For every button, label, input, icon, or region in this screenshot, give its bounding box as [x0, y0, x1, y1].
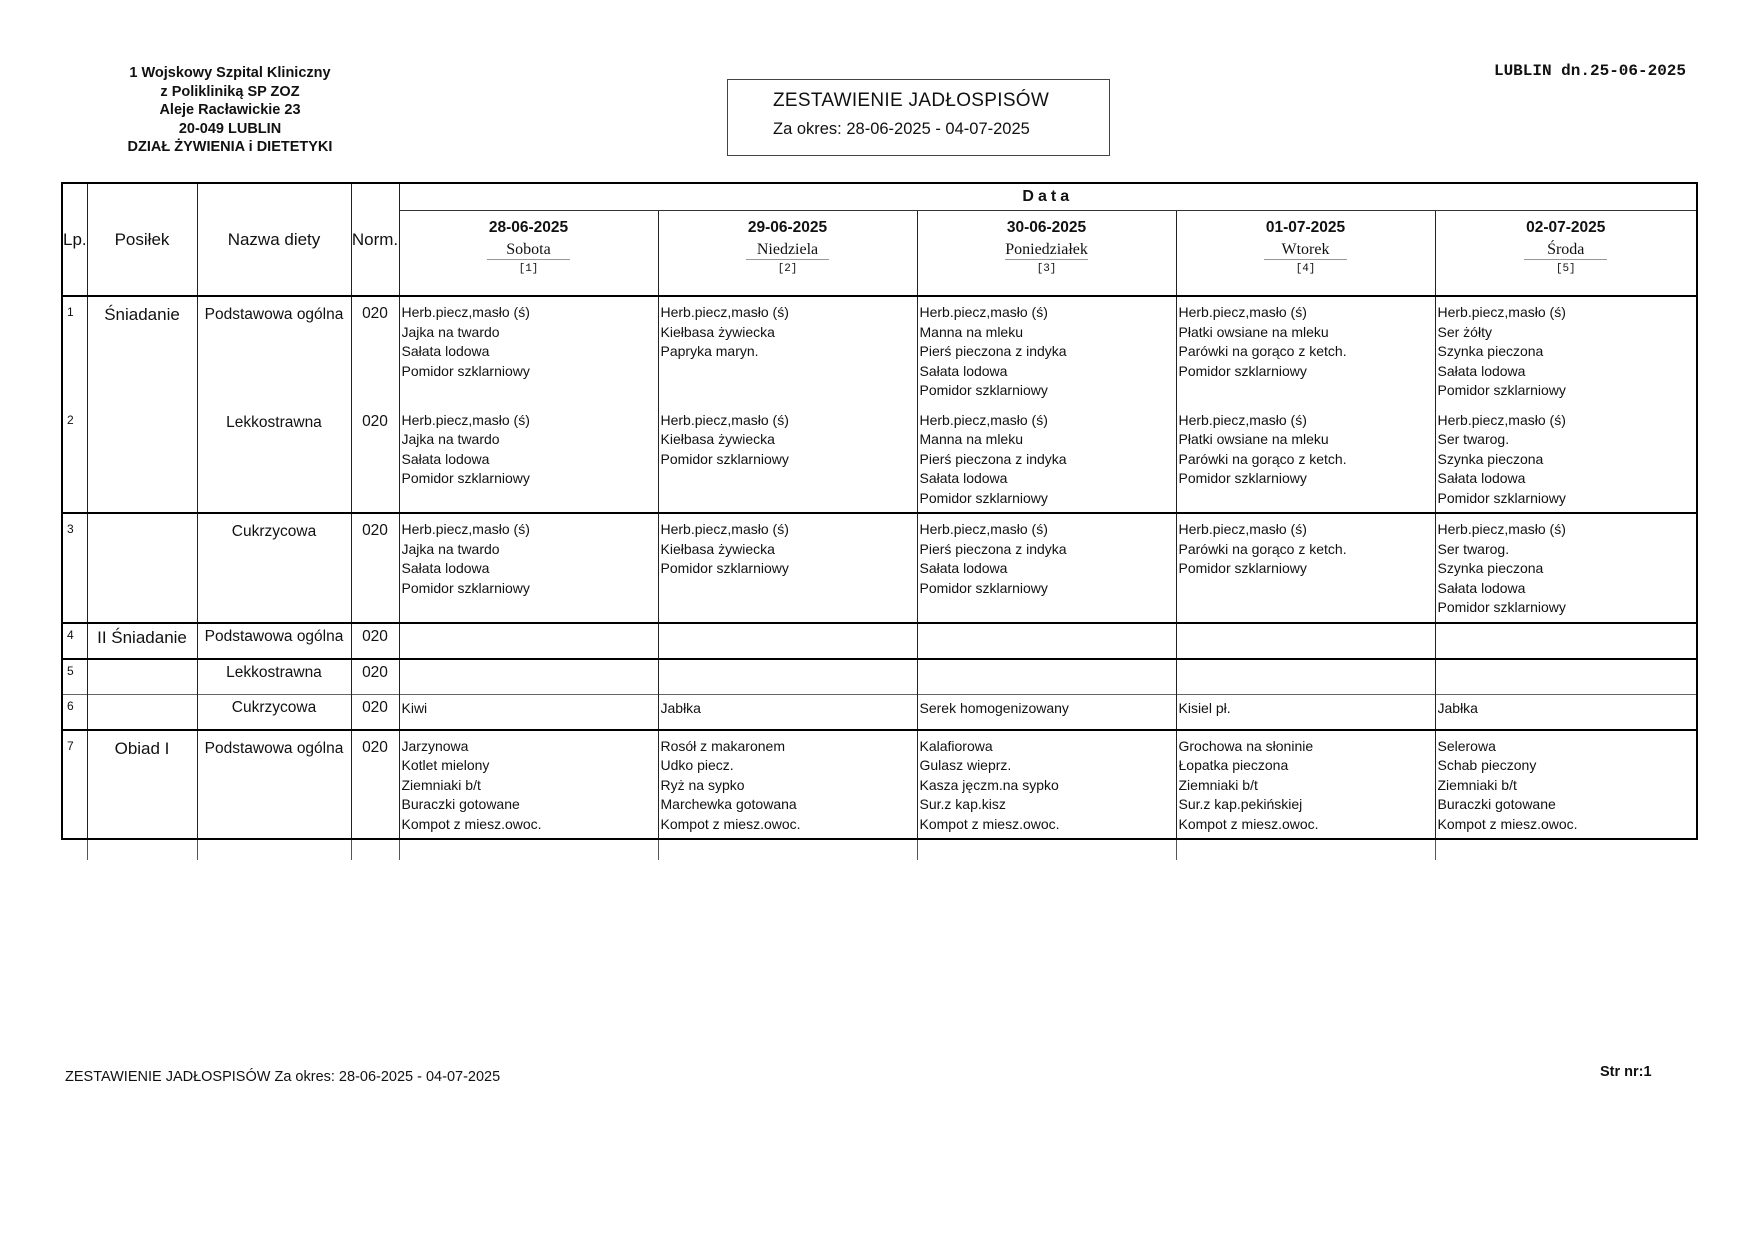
menu-cell — [1176, 513, 1435, 623]
menu-item: Pomidor szklarniowy — [919, 489, 1048, 506]
menu-cell — [399, 730, 658, 840]
menu-cell — [658, 730, 917, 840]
menu-item: Serek homogenizowany — [919, 699, 1069, 716]
tail-cell — [1176, 839, 1435, 860]
day-header — [658, 211, 917, 296]
org-line: 1 Wojskowy Szpital Kliniczny — [129, 65, 331, 81]
menu-item: Manna na mleku — [919, 323, 1024, 340]
menu-item: Grochowa na słoninie — [1178, 737, 1314, 754]
menu-item: Jajka na twardo — [401, 323, 500, 340]
menu-cell — [399, 513, 658, 623]
menu-item: Kiwi — [401, 699, 428, 716]
menu-item: Pomidor szklarniowy — [660, 560, 789, 576]
norm-code: 020 — [351, 296, 399, 405]
menu-item: Kasza jęczm.na sypko — [919, 776, 1059, 793]
menu-cell — [1176, 296, 1435, 405]
menu-cell — [1435, 513, 1697, 623]
meal-name — [87, 694, 197, 730]
menu-item: Parówki na gorąco z ketch. — [1178, 343, 1347, 359]
menu-item: Marchewka gotowana — [660, 796, 797, 812]
meal-name: II Śniadanie — [87, 623, 197, 659]
menu-item: Sałata lodowa — [1437, 470, 1526, 486]
row-number: 4 — [62, 623, 87, 659]
menu-cell — [658, 623, 917, 659]
day-weekday: Sobota — [487, 241, 570, 260]
menu-item: Sałata lodowa — [919, 362, 1008, 379]
menu-item: Herb.piecz,masło (ś) — [401, 411, 530, 428]
day-header — [917, 211, 1176, 296]
table-tail-row — [62, 839, 1697, 860]
menu-item: Szynka pieczona — [1437, 343, 1544, 359]
menu-item: Herb.piecz,masło (ś) — [1437, 411, 1566, 428]
menu-item: Pomidor szklarniowy — [1437, 489, 1566, 506]
table-row — [62, 296, 1697, 405]
norm-code: 020 — [351, 659, 399, 695]
day-number: [5] — [1555, 263, 1576, 275]
menu-item: Szynka pieczona — [1437, 560, 1544, 576]
day-header — [1435, 211, 1697, 296]
menu-item: Buraczki gotowane — [1437, 796, 1556, 812]
menu-item: Jajka na twardo — [401, 431, 500, 447]
menu-item: Kompot z miesz.owoc. — [1437, 815, 1578, 832]
tail-cell — [1435, 839, 1697, 860]
norm-code: 020 — [351, 513, 399, 623]
menu-cell — [1435, 405, 1697, 514]
menu-item: Papryka maryn. — [660, 343, 759, 359]
menu-item: Pomidor szklarniowy — [1178, 362, 1307, 379]
menu-item: Kompot z miesz.owoc. — [1178, 815, 1319, 832]
menu-item: Kiełbasa żywiecka — [660, 323, 775, 340]
menu-item: Pomidor szklarniowy — [919, 579, 1048, 596]
col-header-lp: Lp. — [62, 183, 87, 296]
table-row — [62, 730, 1697, 840]
menu-item: Kisiel pł. — [1178, 699, 1231, 716]
menu-cell — [399, 296, 658, 405]
diet-name: Cukrzycowa — [197, 694, 351, 730]
menu-item: Herb.piecz,masło (ś) — [660, 304, 789, 320]
menu-item: Herb.piecz,masło (ś) — [401, 521, 530, 537]
menu-item: Sałata lodowa — [919, 470, 1008, 486]
row-number: 5 — [62, 659, 87, 695]
menu-item: Ziemniaki b/t — [401, 776, 481, 793]
menu-item: Sałata lodowa — [401, 560, 490, 576]
table-row — [62, 694, 1697, 730]
row-number: 3 — [62, 513, 87, 623]
day-header — [1176, 211, 1435, 296]
tail-cell — [658, 839, 917, 860]
diet-name: Podstawowa ogólna — [197, 296, 351, 405]
menu-item: Pomidor szklarniowy — [1178, 560, 1307, 576]
menu-item: Sałata lodowa — [401, 450, 490, 467]
table-row — [62, 405, 1697, 514]
diet-name: Podstawowa ogólna — [197, 730, 351, 840]
menu-item: Herb.piecz,masło (ś) — [660, 411, 789, 428]
organization-block — [100, 64, 360, 157]
document-title-box — [727, 79, 1110, 156]
day-weekday: Wtorek — [1264, 241, 1347, 260]
day-weekday: Niedziela — [746, 241, 829, 260]
menu-item: Sałata lodowa — [1437, 362, 1526, 379]
menu-cell — [1435, 694, 1697, 730]
diet-name: Cukrzycowa — [197, 513, 351, 623]
menu-item: Herb.piecz,masło (ś) — [1178, 411, 1307, 428]
menu-item: Pomidor szklarniowy — [660, 450, 789, 467]
menu-item: Herb.piecz,masło (ś) — [919, 304, 1048, 320]
menu-item: Udko piecz. — [660, 757, 734, 773]
menu-item: Schab pieczony — [1437, 757, 1537, 773]
meal-name: Obiad I — [87, 730, 197, 840]
menu-item: Herb.piecz,masło (ś) — [660, 521, 789, 537]
menu-cell — [1176, 694, 1435, 730]
day-number: [4] — [1295, 263, 1316, 275]
menu-item: Selerowa — [1437, 737, 1496, 754]
menu-item: Herb.piecz,masło (ś) — [1437, 521, 1566, 537]
menu-cell — [658, 513, 917, 623]
menu-item: Kiełbasa żywiecka — [660, 540, 775, 557]
tail-cell — [62, 839, 87, 860]
menu-item: Kompot z miesz.owoc. — [660, 815, 801, 832]
diet-name: Podstawowa ogólna — [197, 623, 351, 659]
org-line: z Polikliniką SP ZOZ — [160, 83, 300, 100]
menu-item: Płatki owsiane na mleku — [1178, 323, 1329, 340]
row-number: 1 — [62, 296, 87, 405]
menu-item: Parówki na gorąco z ketch. — [1178, 450, 1347, 467]
table-row — [62, 513, 1697, 623]
menu-cell — [1176, 623, 1435, 659]
menu-cell — [917, 623, 1176, 659]
menu-item: Herb.piecz,masło (ś) — [919, 411, 1048, 428]
menu-item: Pierś pieczona z indyka — [919, 540, 1067, 557]
col-header-diet: Nazwa diety — [197, 183, 351, 296]
day-number: [2] — [777, 263, 798, 275]
menu-cell — [1176, 730, 1435, 840]
menu-cell — [917, 659, 1176, 695]
day-date: 29-06-2025 — [747, 219, 828, 236]
menu-item: Sur.z kap.kisz — [919, 796, 1006, 812]
menu-cell — [658, 296, 917, 405]
menu-item: Kompot z miesz.owoc. — [401, 815, 542, 832]
row-number: 7 — [62, 730, 87, 840]
menu-cell — [658, 659, 917, 695]
diet-name: Lekkostrawna — [197, 405, 351, 514]
table-row — [62, 623, 1697, 659]
meal-name: Śniadanie — [87, 296, 197, 405]
place-date: LUBLIN dn.25-06-2025 — [1493, 62, 1686, 80]
menu-item: Jabłka — [1437, 699, 1478, 716]
menu-item: Kotlet mielony — [401, 757, 490, 773]
col-header-norm: Norm. — [351, 183, 399, 296]
menu-item: Herb.piecz,masło (ś) — [1437, 304, 1566, 320]
menu-cell — [658, 694, 917, 730]
menu-item: Jajka na twardo — [401, 540, 500, 557]
menu-item: Ser twarog. — [1437, 540, 1510, 557]
menu-item: Buraczki gotowane — [401, 796, 520, 812]
menu-item: Kalafiorowa — [919, 737, 993, 754]
menu-item: Kompot z miesz.owoc. — [919, 815, 1060, 832]
norm-code: 020 — [351, 623, 399, 659]
menu-item: Łopatka pieczona — [1178, 757, 1289, 773]
data-title: Data — [400, 184, 1697, 211]
menu-item: Rosół z makaronem — [660, 737, 785, 754]
menu-item: Sałata lodowa — [401, 343, 490, 359]
meal-name — [87, 659, 197, 695]
day-weekday: Poniedziałek — [1005, 241, 1088, 258]
menu-cell — [399, 623, 658, 659]
page-number: Str nr:1 — [1600, 1064, 1652, 1080]
tail-cell — [917, 839, 1176, 860]
col-header-meal: Posiłek — [87, 183, 197, 296]
menu-table — [61, 182, 1698, 860]
menu-item: Sałata lodowa — [919, 560, 1008, 576]
menu-item: Jarzynowa — [401, 737, 469, 754]
meal-name — [87, 513, 197, 623]
table-row — [62, 659, 1697, 695]
menu-item: Ziemniaki b/t — [1437, 776, 1517, 793]
day-date: 28-06-2025 — [488, 219, 569, 236]
menu-item: Pierś pieczona z indyka — [919, 450, 1067, 467]
menu-cell — [1176, 405, 1435, 514]
menu-cell — [399, 659, 658, 695]
menu-cell — [917, 405, 1176, 514]
menu-item: Herb.piecz,masło (ś) — [1178, 304, 1307, 320]
tail-cell — [87, 839, 197, 860]
norm-code: 020 — [351, 730, 399, 840]
meal-name — [87, 405, 197, 514]
menu-cell — [1176, 659, 1435, 695]
menu-cell — [1435, 296, 1697, 405]
menu-cell — [917, 694, 1176, 730]
row-number: 2 — [62, 405, 87, 514]
menu-item: Herb.piecz,masło (ś) — [919, 521, 1048, 537]
menu-item: Herb.piecz,masło (ś) — [1178, 521, 1307, 537]
menu-item: Manna na mleku — [919, 431, 1024, 447]
menu-item: Pomidor szklarniowy — [401, 470, 530, 486]
norm-code: 020 — [351, 405, 399, 514]
day-date: 02-07-2025 — [1526, 219, 1606, 236]
menu-item: Ser żółty — [1437, 323, 1492, 340]
menu-item: Ryż na sypko — [660, 776, 745, 793]
tail-cell — [197, 839, 351, 860]
menu-item: Pierś pieczona z indyka — [919, 343, 1067, 359]
menu-item: Pomidor szklarniowy — [401, 579, 530, 596]
day-number: [3] — [1036, 263, 1057, 275]
menu-cell — [917, 296, 1176, 405]
day-header — [399, 211, 658, 296]
footer-title: ZESTAWIENIE JADŁOSPISÓW Za okres: 28-06-2025 - 04-07-2025 — [65, 1069, 501, 1085]
document-period: Za okres: 28-06-2025 - 04-07-2025 — [773, 120, 1030, 138]
day-date: 01-07-2025 — [1265, 219, 1346, 236]
header-row-data — [62, 183, 1697, 211]
menu-item: Gulasz wieprz. — [919, 757, 1012, 773]
org-line: DZIAŁ ŻYWIENIA i DIETETYKI — [127, 139, 333, 155]
day-date: 30-06-2025 — [1006, 219, 1087, 236]
menu-cell — [1435, 623, 1697, 659]
menu-cell — [399, 694, 658, 730]
tail-cell — [399, 839, 658, 860]
row-number: 6 — [62, 694, 87, 730]
menu-item: Kiełbasa żywiecka — [660, 431, 775, 447]
tail-cell — [351, 839, 399, 860]
menu-item: Ser twarog. — [1437, 431, 1510, 447]
data-header — [399, 183, 1697, 211]
menu-cell — [658, 405, 917, 514]
day-number: [1] — [518, 263, 539, 275]
menu-cell — [1435, 659, 1697, 695]
norm-code: 020 — [351, 694, 399, 730]
menu-item: Pomidor szklarniowy — [1178, 470, 1307, 486]
menu-item: Jabłka — [660, 699, 701, 716]
menu-item: Szynka pieczona — [1437, 450, 1544, 467]
menu-item: Pomidor szklarniowy — [919, 382, 1048, 398]
document-title: ZESTAWIENIE JADŁOSPISÓW — [773, 90, 1050, 111]
menu-cell — [917, 730, 1176, 840]
menu-item: Pomidor szklarniowy — [401, 362, 530, 379]
menu-item: Herb.piecz,masło (ś) — [401, 304, 530, 320]
menu-item: Sałata lodowa — [1437, 579, 1526, 596]
menu-item: Płatki owsiane na mleku — [1178, 431, 1329, 447]
menu-item: Sur.z kap.pekińskiej — [1178, 796, 1303, 812]
menu-item: Parówki na gorąco z ketch. — [1178, 540, 1347, 557]
menu-item: Pomidor szklarniowy — [1437, 599, 1566, 615]
org-line: 20-049 LUBLIN — [178, 120, 282, 137]
day-weekday: Środa — [1524, 241, 1607, 260]
org-line: Aleje Racławickie 23 — [159, 102, 301, 118]
menu-item: Pomidor szklarniowy — [1437, 382, 1566, 398]
menu-item: Ziemniaki b/t — [1178, 776, 1258, 793]
menu-cell — [399, 405, 658, 514]
menu-cell — [1435, 730, 1697, 840]
diet-name: Lekkostrawna — [197, 659, 351, 695]
menu-cell — [917, 513, 1176, 623]
